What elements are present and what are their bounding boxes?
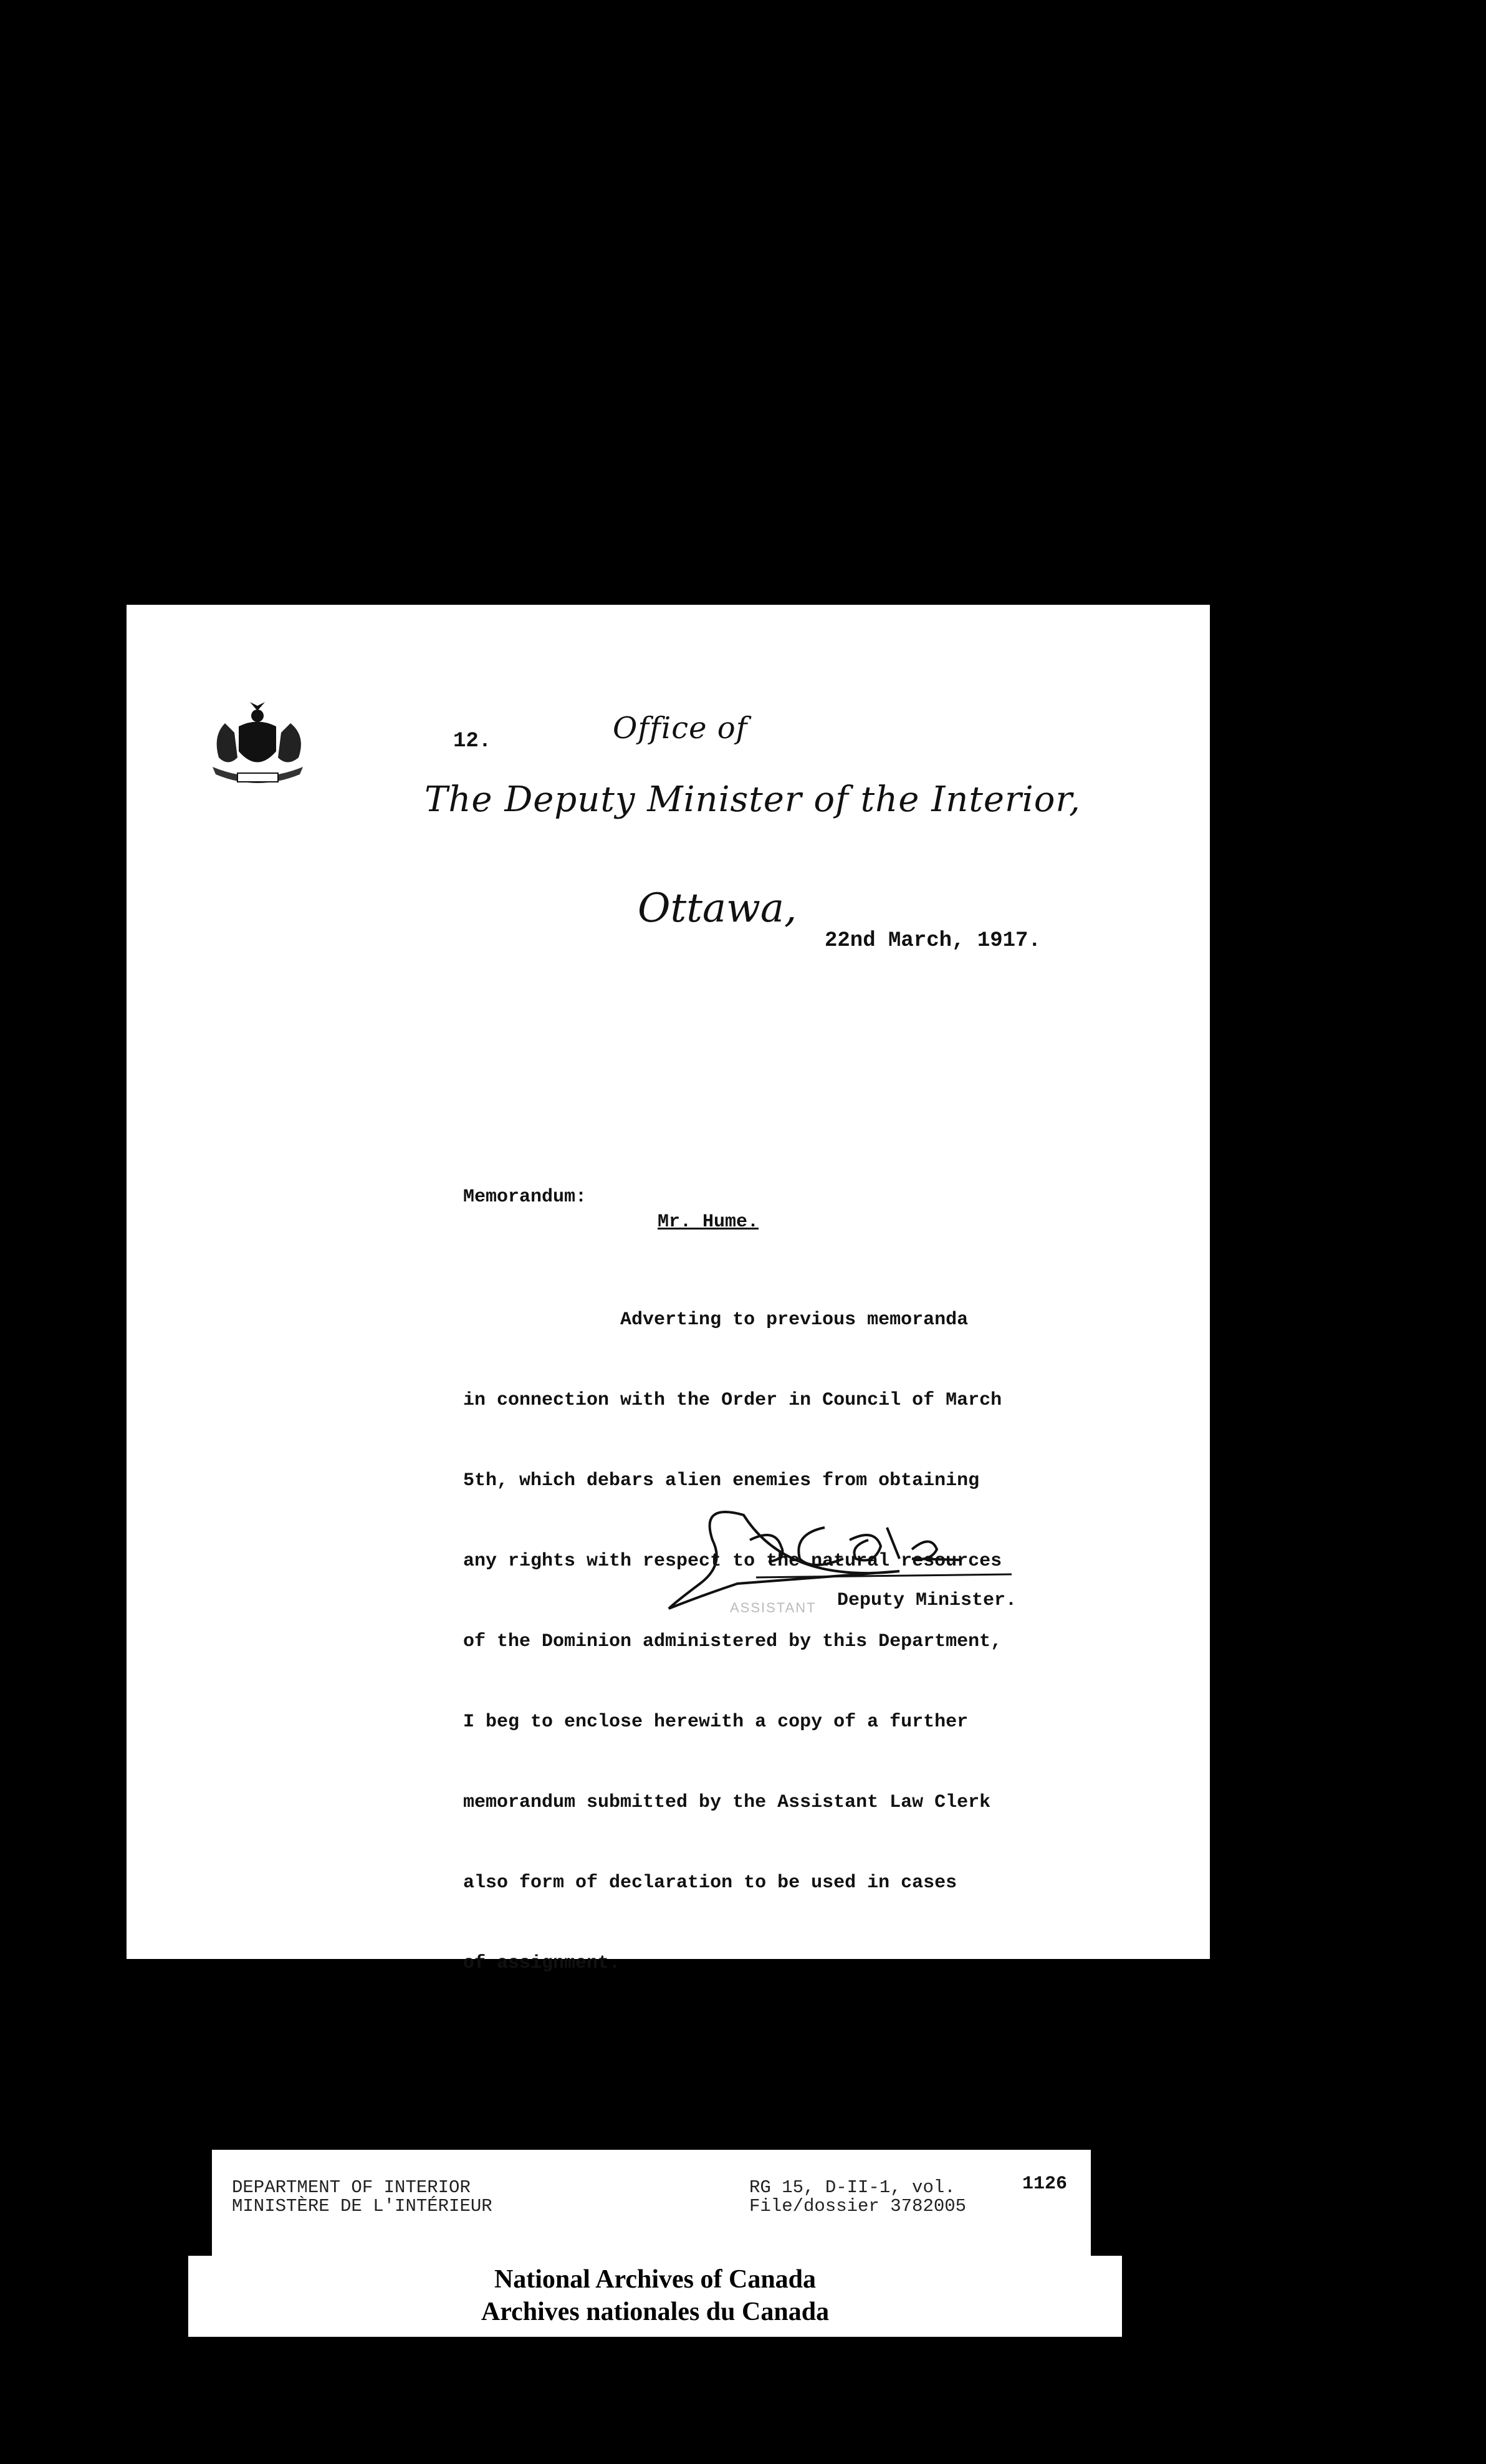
body-line: also form of declaration to be used in cases bbox=[463, 1872, 957, 1894]
body-line: in connection with the Order in Council of March bbox=[463, 1390, 1002, 1411]
department-fr: MINISTÈRE DE L'INTÉRIEUR bbox=[232, 2196, 492, 2216]
department-en: DEPARTMENT OF INTERIOR bbox=[232, 2177, 471, 2198]
archive-reference-label bbox=[212, 2150, 1091, 2256]
reference-numbers bbox=[749, 2178, 966, 2216]
letter-page bbox=[127, 605, 1210, 1974]
memo-label: Memorandum: bbox=[463, 1186, 587, 1208]
letter-date: 22nd March, 1917. bbox=[825, 929, 1041, 953]
body-line: I beg to enclose herewith a copy of a further bbox=[463, 1711, 969, 1733]
volume-number: 1126 bbox=[1022, 2173, 1068, 2195]
coat-of-arms-icon bbox=[200, 698, 315, 792]
memo-addressee: Mr. Hume. bbox=[658, 1211, 759, 1233]
department-names bbox=[232, 2178, 492, 2216]
signatory-title: Deputy Minister. bbox=[837, 1590, 1017, 1611]
body-line: 5th, which debars alien enemies from obtaining bbox=[463, 1470, 980, 1491]
file-number: File/dossier 3782005 bbox=[749, 2196, 967, 2216]
letterhead-city: Ottawa, bbox=[638, 885, 797, 931]
rubber-stamp: ASSISTANT bbox=[730, 1600, 817, 1615]
body-line: memorandum submitted by the Assistant Law Clerk bbox=[463, 1792, 991, 1813]
archive-name-en: National Archives of Canada bbox=[494, 2265, 817, 2294]
body-line: any rights with respect to the natural resources bbox=[463, 1551, 1002, 1572]
memo-body bbox=[463, 1253, 1002, 2031]
letterhead-title: The Deputy Minister of the Interior, bbox=[424, 779, 1081, 820]
archive-name-fr: Archives nationales du Canada bbox=[481, 2298, 830, 2326]
body-line: Adverting to previous memoranda bbox=[463, 1309, 969, 1331]
archive-banner bbox=[188, 2256, 1122, 2337]
body-line: of the Dominion administered by this Department, bbox=[463, 1631, 1002, 1652]
body-line: of assignment. bbox=[463, 1953, 621, 1974]
record-group: RG 15, D-II-1, vol. bbox=[749, 2177, 956, 2198]
letterhead-office: Office of bbox=[613, 711, 748, 746]
document-number: 12. bbox=[453, 729, 492, 753]
